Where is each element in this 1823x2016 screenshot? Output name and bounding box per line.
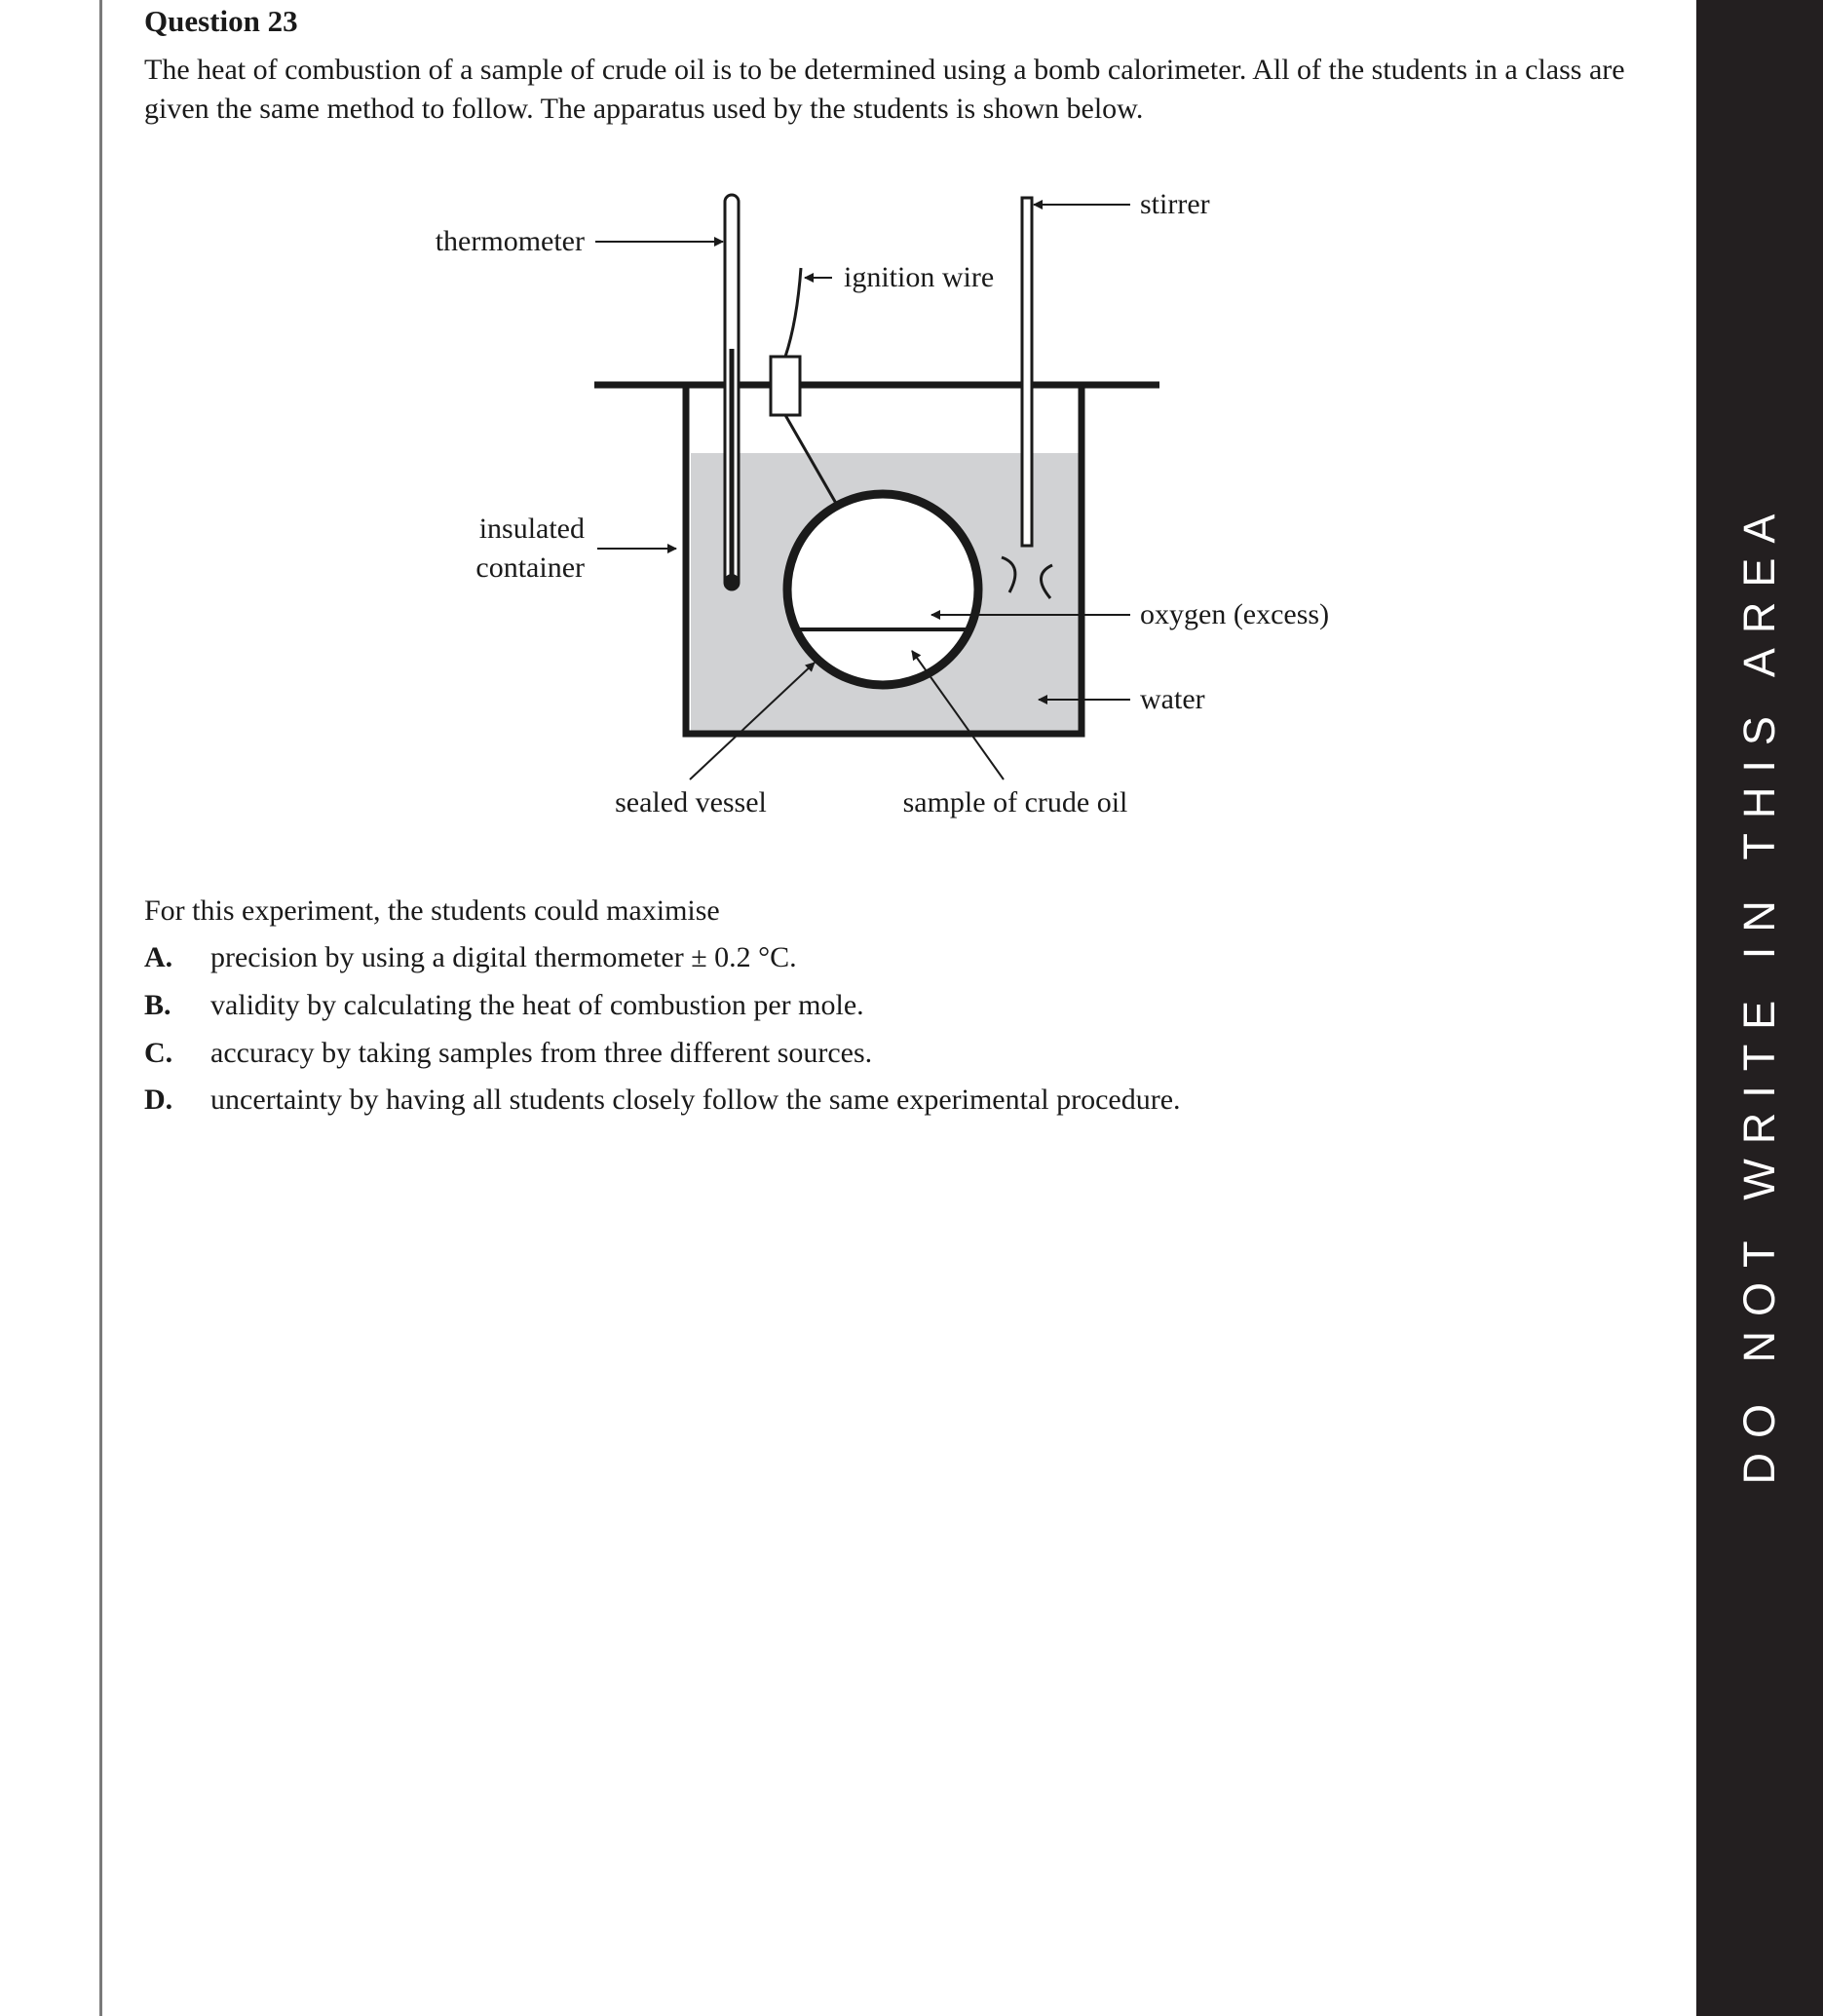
option-text: precision by using a digital thermometer ± 0.2 °C. [210,941,797,973]
question-title: Question 23 [144,4,298,38]
label-crude-oil: sample of crude oil [902,786,1128,818]
label-water: water [1140,683,1205,715]
do-not-write-sidebar [1696,0,1823,2016]
label-stirrer: stirrer [1140,188,1210,220]
sealed-vessel [787,494,978,685]
label-ignition-wire: ignition wire [844,261,995,293]
option-letter: C. [144,1037,173,1069]
option-letter: B. [144,989,171,1021]
question-prompt: For this experiment, the students could maximise [144,894,720,927]
ignition-wire-upper [785,268,801,357]
page-margin-line [99,0,102,2016]
label-oxygen: oxygen (excess) [1140,598,1330,630]
option-c[interactable] [144,1037,872,1070]
label-thermometer: thermometer [435,225,585,257]
bomb-calorimeter-diagram [144,0,1664,857]
question-stem: The heat of combustion of a sample of crude oil is to be determined using a bomb calorimeter. All of the students in a class are given the same method to follow. The apparatus used by the students is shown below. [144,54,1625,125]
option-text: accuracy by taking samples from three different sources. [210,1037,873,1069]
option-b[interactable] [144,989,864,1022]
option-letter: A. [144,941,173,973]
option-letter: D. [144,1084,173,1116]
option-text: uncertainty by having all students closely follow the same experimental procedure. [210,1084,1181,1116]
option-a[interactable] [144,941,797,974]
label-container: container [475,552,585,584]
option-text: validity by calculating the heat of combustion per mole. [210,989,864,1021]
ignition-wire-plug [771,357,800,415]
sidebar-warning-text: DO NOT WRITE IN THIS AREA [1734,499,1784,1485]
thermometer-bulb [724,574,740,590]
label-sealed-vessel: sealed vessel [615,786,767,818]
label-insulated: insulated [478,513,585,545]
option-d[interactable] [144,1084,1181,1117]
stirrer-rod [1022,198,1032,546]
